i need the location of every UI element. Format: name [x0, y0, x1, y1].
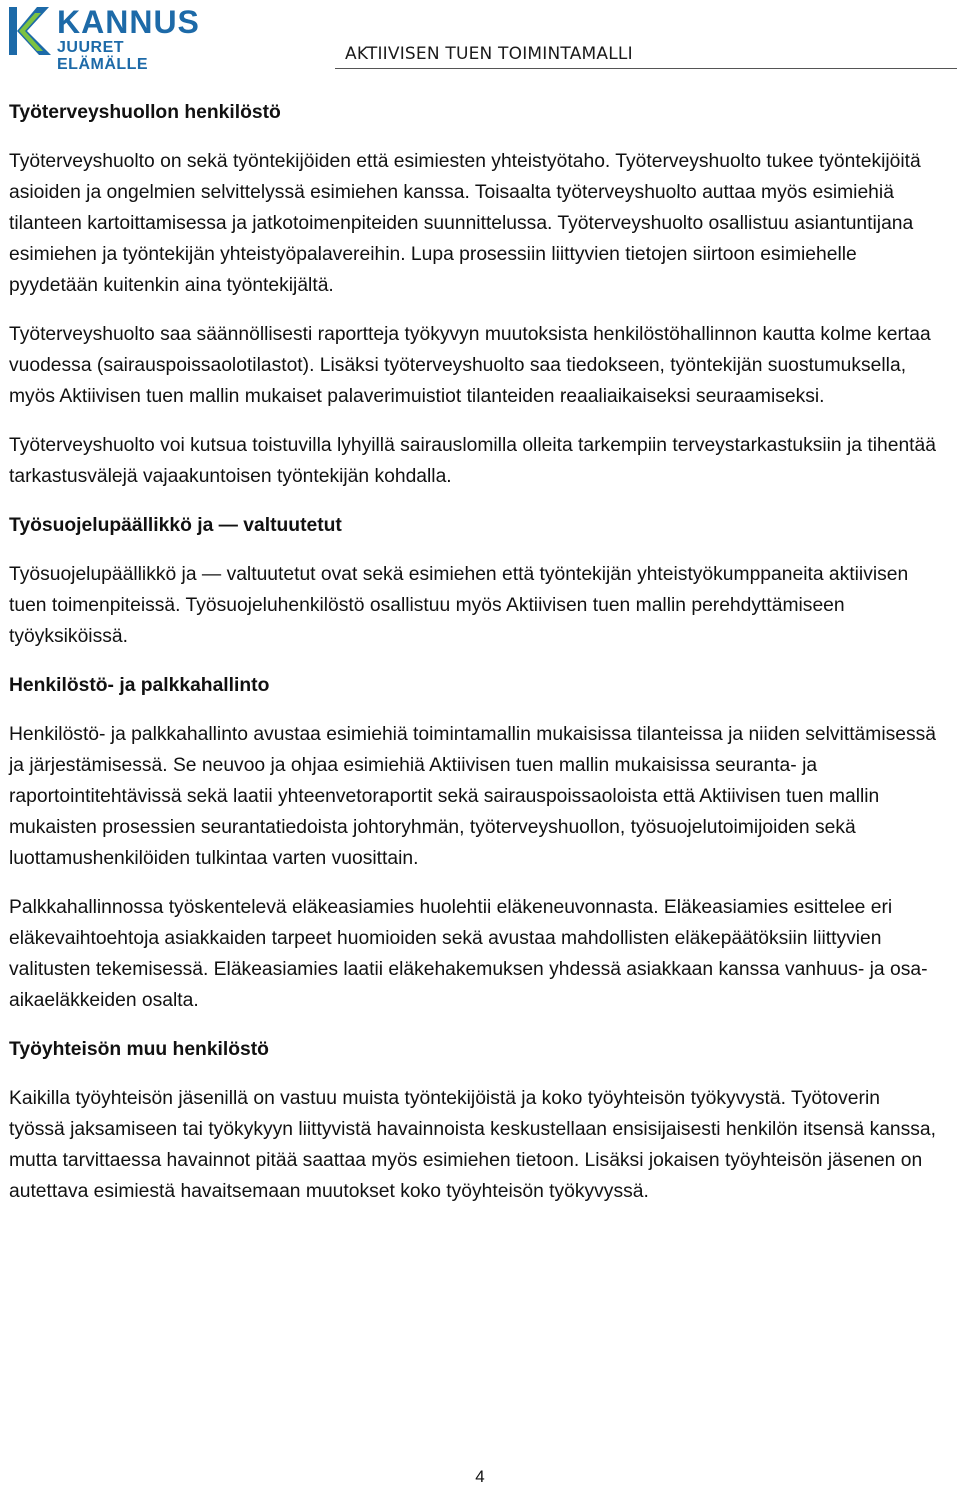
document-title: AKTIIVISEN TUEN TOIMINTAMALLI [345, 44, 633, 64]
paragraph: Työterveyshuolto on sekä työntekijöiden että esimiesten yhteistyötaho. Työterveyshuolto tukee työntekijöitä asioiden ja ongelmien selvittelyssä esimiehen kanssa. Toisaalta työterveyshuolto auttaa myös esimiehiä tilanteen kartoittamisessa ja jatkotoimenpiteiden suunnittelussa. Työterveyshuolto osallistuu asiantuntijana esimiehen ja työntekijän yhteistyöpalavereihin. Lupa prosessiin liittyvien tietojen siirtoon esimiehelle pyydetään kuitenkin aina työntekijältä. [9, 151, 921, 296]
section-tyosuojelu [9, 510, 939, 652]
logo-emblem-icon [7, 3, 53, 59]
logo-tagline: JUURET ELÄMÄLLE [57, 39, 149, 73]
page-number: 4 [475, 1467, 485, 1486]
section-henkilosto-palkkahallinto [9, 670, 939, 1016]
logo-name: KANNUS [57, 4, 200, 40]
paragraph: Henkilöstö- ja palkkahallinto avustaa esimiehiä toimintamallin mukaisissa tilanteissa ja niiden selvittämisessä ja järjestämisessä. Se neuvoo ja ohjaa esimiehiä Aktiivisen tuen mallin mukaisissa seuranta- ja raportointitehtävissä sekä laatii yhteenvetoraportit sekä sairauspoissaoloista että Aktiivisen tuen mallin mukaisten prosessien seurantatiedoista johtoryhmän, työterveyshuollon, työsuojelutoimijoiden sekä luottamushenkilöiden tulkintaa varten vuosittain. [9, 724, 936, 869]
section-heading: Työyhteisön muu henkilöstö [9, 1039, 269, 1060]
paragraph: Palkkahallinnossa työskentelevä eläkeasiamies huolehtii eläkeneuvonnasta. Eläkeasiamies esittelee eri eläkevaihtoehtoja asiakkaiden tarpeet huomioiden sekä avustaa mahdollisten eläkepäätöksiin liittyvien valitusten tekemisessä. Eläkeasiamies laatii eläkehakemuksen yhdessä asiakkaan kanssa vanhuus- ja osa-aikaeläkkeiden osalta. [9, 897, 928, 1011]
section-tyoterveyshuolto [9, 97, 939, 492]
page-header [0, 0, 960, 74]
section-heading: Työsuojelupäällikkö ja — valtuutetut [9, 515, 342, 536]
document-body [9, 97, 939, 1225]
paragraph: Työterveyshuolto saa säännöllisesti raportteja työkyvyn muutoksista henkilöstöhallinnon kautta kolme kertaa vuodessa (sairauspoissaolotilastot). Lisäksi työterveyshuolto saa tiedokseen, työntekijän suostumuksella, myös Aktiivisen tuen mallin mukaiset palaverimuistiot tilanteiden reaaliaikaiseksi seuraamiseksi. [9, 324, 931, 407]
header-divider [335, 68, 957, 69]
paragraph: Kaikilla työyhteisön jäsenillä on vastuu muista työntekijöistä ja koko työyhteisön työkyvystä. Työtoverin työssä jaksamiseen tai työkykyyn liittyvistä havainnoista keskustellaan ensisijaisesti henkilön itsensä kanssa, mutta tarvittaessa havainnot pitää saattaa myös esimiehen tietoon. Lisäksi jokaisen työyhteisön jäsenen on autettava esimiestä havaitsemaan muutokset koko työyhteisön työkyvyssä. [9, 1088, 937, 1202]
paragraph: Työterveyshuolto voi kutsua toistuvilla lyhyillä sairauslomilla olleita tarkempiin terveystarkastuksiin ja tihentää tarkastusvälejä vajaakuntoisen työntekijän kohdalla. [9, 435, 936, 487]
section-heading: Henkilöstö- ja palkkahallinto [9, 675, 270, 696]
section-heading: Työterveyshuollon henkilöstö [9, 102, 281, 123]
section-tyoyhteison-muu-henkilosto [9, 1034, 939, 1207]
kannus-logo [7, 3, 207, 73]
paragraph: Työsuojelupäällikkö ja — valtuutetut ovat sekä esimiehen että työntekijän yhteistyökumppaneita aktiivisen tuen toimenpiteissä. Työsuojeluhenkilöstö osallistuu myös Aktiivisen tuen mallin perehdyttämiseen työyksiköissä. [9, 564, 909, 647]
